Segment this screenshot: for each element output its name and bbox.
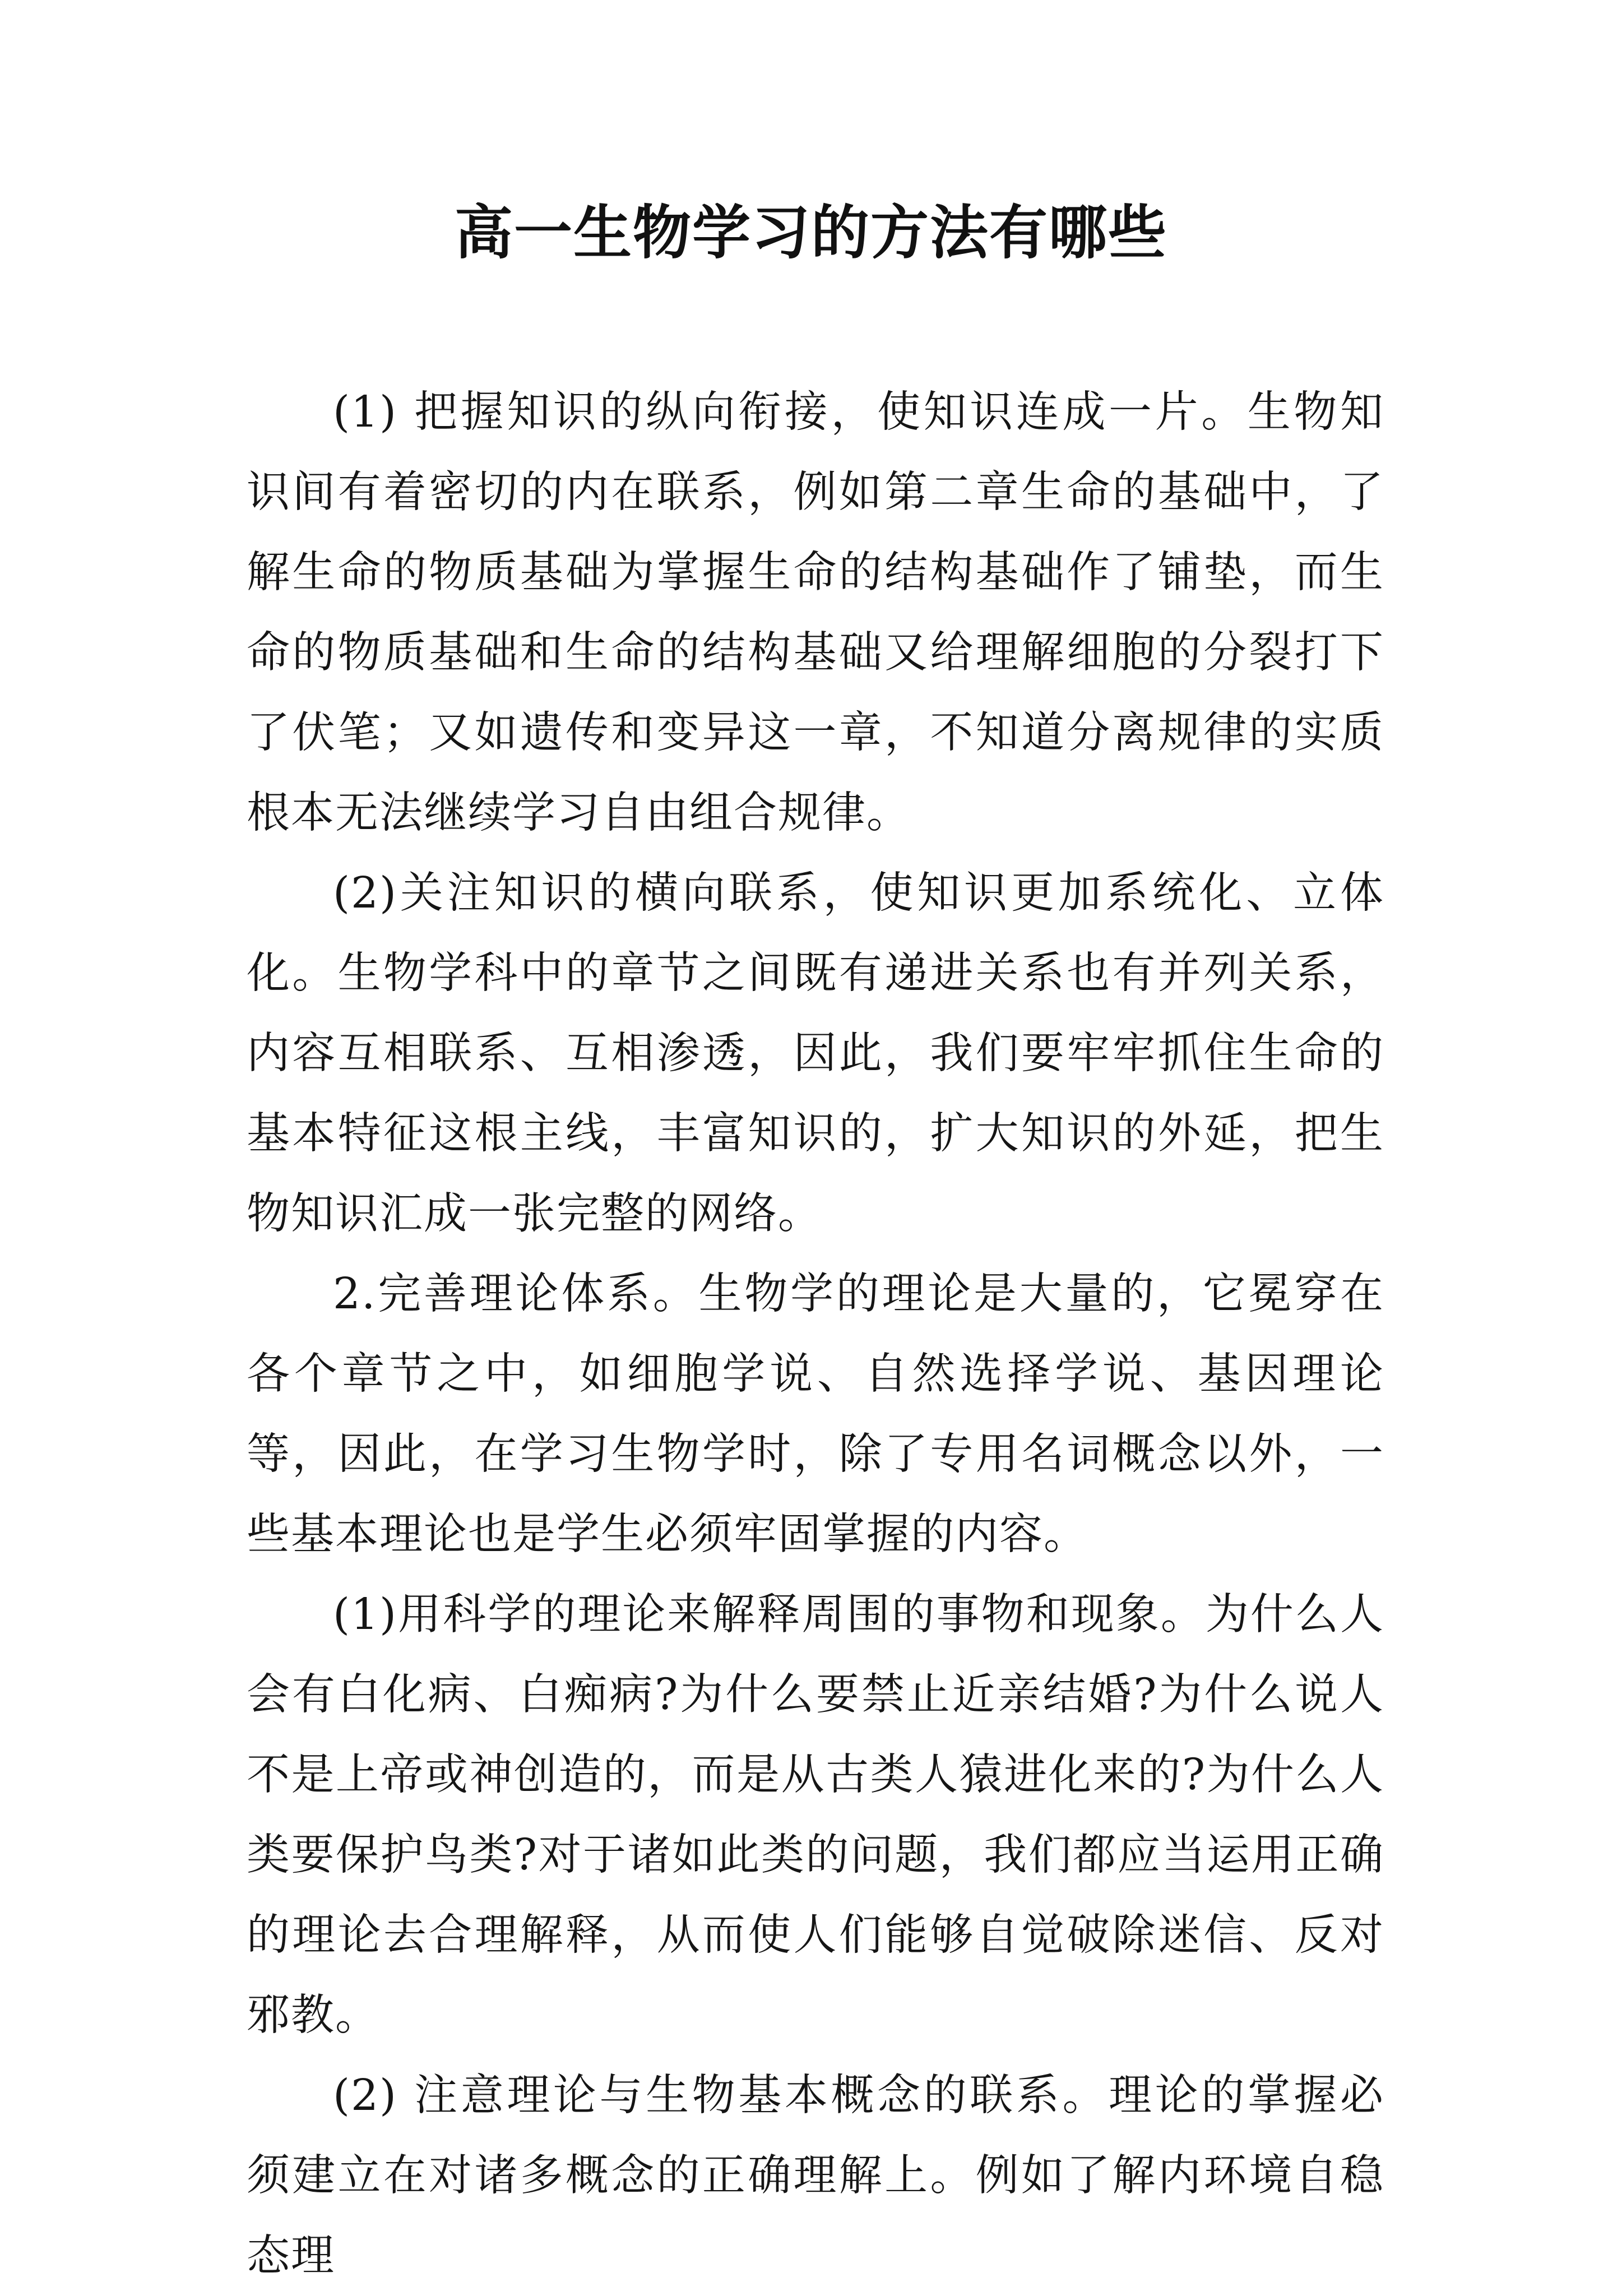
document-title: 高一生物学习的方法有哪些 (454, 198, 1167, 267)
paragraph-4: (1)用科学的理论来解释周围的事物和现象。为什么人会有白化病、白痴病?为什么要禁止近亲结婚?为什么说人不是上帝或神创造的，而是从古类人猿进化来的?为什么人类要保护鸟类?对于诸如此类的问题，我们都应当运用正确的理论去合理解释，从而使人们能够自觉破除迷信、反对邪教。 (247, 1590, 1384, 2040)
paragraph-3: 2.完善理论体系。生物学的理论是大量的，它冕穿在各个章节之中，如细胞学说、自然选择学说、基因理论等，因此，在学习生物学时，除了专用名词概念以外，一些基本理论也是学生必须牢固掌握的内容。 (247, 1269, 1384, 1559)
paragraph-1: (1) 把握知识的纵向衔接，使知识连成一片。生物知识间有着密切的内在联系，例如第二章生命的基础中，了解生命的物质基础为掌握生命的结构基础作了铺垫，而生命的物质基础和生命的结构基础又给理解细胞的分裂打下了伏笔；又如遗传和变异这一章，不知道分离规律的实质根本无法继续学习自由组合规律。 (247, 387, 1384, 838)
paragraph-2: (2)关注知识的横向联系，使知识更加系统化、立体化。生物学科中的章节之间既有递进关系也有并列关系，内容互相联系、互相渗透，因此，我们要牢牢抓住生命的基本特征这根主线，丰富知识的，扩大知识的外延，把生物知识汇成一张完整的网络。 (247, 868, 1384, 1239)
paragraph-5: (2) 注意理论与生物基本概念的联系。理论的掌握必须建立在对诸多概念的正确理解上。例如了解内环境自稳态理 (247, 2071, 1384, 2281)
document-body (247, 372, 1384, 2296)
